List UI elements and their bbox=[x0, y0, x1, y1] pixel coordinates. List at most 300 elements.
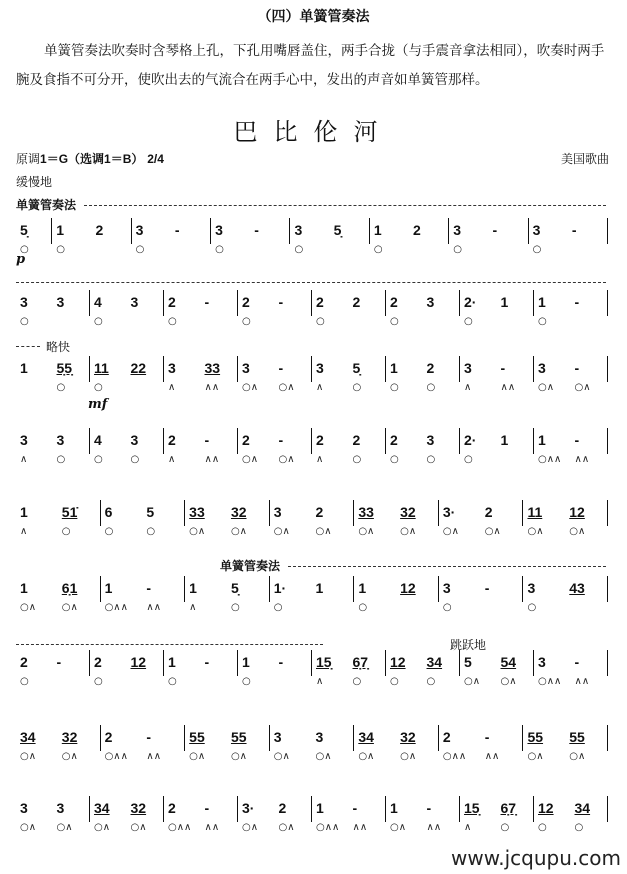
breath-mark: ○∧ bbox=[61, 602, 78, 613]
beat bbox=[312, 650, 349, 687]
note: - bbox=[574, 294, 580, 310]
key-prefix: 原调 bbox=[16, 152, 41, 166]
note: 1 bbox=[390, 360, 398, 376]
breath-mark: ○∧∧ bbox=[442, 751, 467, 762]
note: 2 bbox=[168, 800, 176, 816]
note: 3 bbox=[294, 222, 303, 238]
technique-label: 单簧管奏法 bbox=[220, 559, 281, 573]
beat bbox=[52, 218, 91, 255]
breath-mark: ∧∧ bbox=[146, 751, 162, 762]
measure bbox=[89, 650, 163, 687]
measure bbox=[16, 218, 51, 255]
note: 1 bbox=[56, 222, 65, 238]
breath-mark bbox=[413, 242, 448, 244]
beat bbox=[270, 500, 312, 537]
measure bbox=[269, 500, 354, 537]
breath-mark bbox=[279, 314, 312, 316]
note: 55 bbox=[527, 729, 544, 745]
beat bbox=[164, 650, 201, 687]
beat bbox=[460, 650, 497, 687]
breath-mark: ○∧ bbox=[242, 382, 259, 393]
beat bbox=[127, 796, 164, 833]
breath-mark bbox=[175, 242, 210, 244]
beat bbox=[571, 796, 608, 833]
note: 2 bbox=[242, 432, 250, 448]
note: - bbox=[278, 432, 284, 448]
breath-mark: ○ bbox=[20, 244, 29, 255]
song-title: 巴比伦河 bbox=[233, 118, 394, 146]
breath-mark: ∧ bbox=[189, 602, 197, 613]
beat bbox=[127, 428, 164, 465]
note: 34 bbox=[574, 800, 591, 816]
beat bbox=[164, 356, 201, 393]
note: 2· bbox=[464, 432, 477, 448]
breath-mark: ○ bbox=[538, 822, 547, 833]
measure bbox=[89, 428, 163, 465]
beat bbox=[127, 356, 164, 382]
note: 2 bbox=[168, 432, 176, 448]
breath-mark: ○ bbox=[426, 676, 436, 687]
beat bbox=[349, 650, 386, 687]
breath-mark: ∧ bbox=[464, 382, 472, 393]
breath-mark: ○ bbox=[146, 526, 156, 537]
technique-extent-line bbox=[16, 644, 323, 645]
breath-mark: ○ bbox=[94, 676, 103, 687]
beat bbox=[534, 796, 571, 833]
beat bbox=[386, 428, 423, 465]
measure bbox=[385, 356, 459, 393]
breath-mark: ○ bbox=[352, 454, 362, 465]
breath-mark bbox=[57, 674, 90, 676]
beat bbox=[497, 356, 534, 393]
note: 3 bbox=[527, 580, 536, 596]
note: 3 bbox=[130, 432, 139, 448]
beat bbox=[423, 290, 460, 316]
note: 3· bbox=[442, 504, 456, 520]
beat bbox=[386, 356, 423, 393]
breath-mark bbox=[57, 314, 90, 316]
note: 55 bbox=[189, 729, 205, 745]
beat bbox=[529, 218, 568, 255]
note: - bbox=[574, 654, 580, 670]
breath-mark: ○∧ bbox=[20, 822, 37, 833]
breath-mark: ○∧ bbox=[273, 526, 290, 537]
measure bbox=[100, 725, 185, 762]
score-row bbox=[16, 725, 608, 769]
breath-mark bbox=[20, 380, 53, 382]
note: 15̣ bbox=[316, 654, 332, 670]
measure bbox=[459, 356, 533, 393]
beat bbox=[90, 428, 127, 465]
beat bbox=[238, 796, 275, 833]
breath-mark: ○∧ bbox=[189, 526, 206, 537]
measure bbox=[522, 576, 608, 613]
note: 5 bbox=[464, 654, 472, 670]
measure bbox=[533, 650, 608, 687]
score-row bbox=[16, 500, 608, 544]
breath-mark: ○ bbox=[242, 676, 251, 687]
beat bbox=[354, 576, 396, 613]
measure bbox=[210, 218, 289, 255]
note: 32 bbox=[400, 504, 416, 520]
beat bbox=[523, 725, 565, 762]
beat bbox=[571, 650, 608, 687]
beat bbox=[275, 290, 312, 316]
beat bbox=[460, 428, 497, 465]
measure bbox=[353, 576, 438, 613]
beat bbox=[164, 290, 201, 327]
note: 2 bbox=[442, 729, 451, 745]
breath-mark bbox=[95, 242, 130, 244]
score-row bbox=[16, 356, 608, 400]
measure bbox=[16, 500, 100, 537]
beat bbox=[16, 725, 58, 762]
breath-mark: ○ bbox=[464, 454, 473, 465]
beat bbox=[439, 725, 481, 762]
beat bbox=[423, 650, 460, 687]
measure bbox=[533, 428, 608, 465]
beat bbox=[270, 576, 312, 613]
measure bbox=[163, 290, 237, 327]
note: 1 bbox=[390, 800, 398, 816]
breath-mark: ○∧ bbox=[500, 676, 517, 687]
beat bbox=[330, 218, 369, 244]
note: 2 bbox=[316, 294, 324, 310]
breath-mark bbox=[501, 452, 534, 454]
measure bbox=[237, 428, 311, 465]
beat bbox=[127, 650, 164, 676]
breath-mark: ∧∧ bbox=[500, 382, 516, 393]
note: 2 bbox=[390, 294, 398, 310]
note: 2 bbox=[413, 222, 421, 238]
note: 2 bbox=[315, 504, 324, 520]
note: - bbox=[500, 360, 506, 376]
beat bbox=[53, 796, 90, 833]
measure bbox=[459, 650, 533, 687]
song-origin: 美国歌曲 bbox=[560, 152, 609, 166]
measure bbox=[16, 356, 89, 393]
note: 5 bbox=[146, 504, 155, 520]
beat bbox=[127, 290, 164, 316]
breath-mark: ○∧ bbox=[273, 751, 290, 762]
breath-mark: ∧∧ bbox=[574, 676, 590, 687]
measure bbox=[237, 650, 311, 687]
measure bbox=[237, 356, 311, 393]
note: 3 bbox=[242, 360, 250, 376]
breath-mark: ∧ bbox=[316, 454, 324, 465]
breath-mark: ○∧ bbox=[230, 751, 247, 762]
breath-mark: ∧ bbox=[20, 454, 28, 465]
beat bbox=[16, 500, 58, 537]
breath-mark: ○ bbox=[527, 602, 537, 613]
note: 3 bbox=[135, 222, 144, 238]
measure bbox=[448, 218, 527, 255]
beat bbox=[201, 356, 238, 393]
note: 4 bbox=[94, 432, 102, 448]
breath-mark: ○∧ bbox=[442, 526, 459, 537]
note: 22 bbox=[130, 360, 147, 376]
note: 3 bbox=[532, 222, 541, 238]
measure bbox=[459, 290, 533, 327]
note: 3 bbox=[316, 360, 324, 376]
beat bbox=[571, 428, 608, 465]
beat bbox=[290, 218, 329, 255]
beat bbox=[534, 290, 571, 327]
breath-mark: ∧∧ bbox=[204, 822, 220, 833]
beat bbox=[396, 576, 438, 602]
time-signature: 2/4 bbox=[147, 152, 164, 166]
breath-mark: ○ bbox=[390, 382, 399, 393]
note: 11 bbox=[527, 504, 543, 520]
beat bbox=[565, 725, 607, 762]
note: 2 bbox=[316, 432, 324, 448]
breath-mark: ○ bbox=[242, 316, 251, 327]
beat bbox=[211, 218, 250, 255]
measure bbox=[100, 576, 185, 613]
note: - bbox=[254, 222, 259, 238]
note: 3 bbox=[464, 360, 472, 376]
note: 3 bbox=[130, 294, 139, 310]
breath-mark: ∧∧ bbox=[426, 822, 442, 833]
note: 5̣ bbox=[333, 222, 342, 238]
breath-mark: ○∧ bbox=[400, 526, 417, 537]
note: 1 bbox=[500, 294, 509, 310]
breath-mark: ○ bbox=[130, 454, 140, 465]
beat bbox=[201, 290, 238, 316]
breath-mark bbox=[485, 600, 523, 602]
note: 12 bbox=[569, 504, 585, 520]
beat bbox=[185, 725, 227, 762]
measure bbox=[528, 218, 608, 255]
measure bbox=[184, 725, 269, 762]
beat bbox=[481, 576, 523, 602]
note: 5̣ bbox=[352, 360, 361, 376]
note: 11 bbox=[94, 360, 109, 376]
breath-mark: ○ bbox=[94, 454, 103, 465]
note: 2 bbox=[168, 294, 176, 310]
beat bbox=[58, 576, 100, 613]
beat bbox=[534, 356, 571, 393]
note: 2 bbox=[20, 654, 28, 670]
note: - bbox=[571, 222, 577, 238]
note: 32 bbox=[130, 800, 147, 816]
beat bbox=[275, 356, 312, 393]
note: - bbox=[574, 432, 580, 448]
measure bbox=[438, 576, 523, 613]
breath-mark: ∧∧ bbox=[484, 751, 500, 762]
note: 3 bbox=[20, 800, 28, 816]
note: 15̣ bbox=[464, 800, 480, 816]
measure bbox=[237, 796, 311, 833]
note: 3 bbox=[426, 294, 435, 310]
beat bbox=[58, 500, 100, 537]
note: - bbox=[426, 800, 432, 816]
note: 2 bbox=[352, 294, 361, 310]
breath-mark: ∧ bbox=[316, 676, 324, 687]
note: 3 bbox=[20, 294, 28, 310]
breath-mark: ○∧ bbox=[278, 454, 295, 465]
measure bbox=[522, 500, 608, 537]
beat bbox=[386, 290, 423, 327]
dynamic-p: p bbox=[16, 252, 26, 267]
note: 3 bbox=[538, 360, 546, 376]
note: - bbox=[204, 654, 210, 670]
beat bbox=[142, 576, 184, 613]
beat bbox=[497, 796, 534, 833]
note: 1 bbox=[20, 504, 28, 520]
note: 12 bbox=[130, 654, 147, 670]
note: 12 bbox=[400, 580, 416, 596]
breath-mark: ○ bbox=[453, 244, 462, 255]
note: 5̣ bbox=[230, 580, 239, 596]
note: 34 bbox=[20, 729, 36, 745]
breath-mark: ○ bbox=[426, 454, 436, 465]
note: 32 bbox=[400, 729, 416, 745]
breath-mark: ○∧ bbox=[242, 822, 259, 833]
measure bbox=[533, 796, 608, 833]
breath-mark: ○∧∧ bbox=[316, 822, 340, 833]
breath-mark: ○ bbox=[316, 316, 325, 327]
note: 54 bbox=[500, 654, 517, 670]
breath-mark bbox=[427, 314, 460, 316]
note: 1 bbox=[315, 580, 324, 596]
breath-mark bbox=[353, 314, 386, 316]
beat bbox=[409, 218, 448, 244]
key-signature bbox=[16, 150, 164, 167]
beat bbox=[312, 576, 354, 602]
beat bbox=[565, 576, 607, 602]
breath-mark: ○ bbox=[373, 244, 383, 255]
note: 3· bbox=[242, 800, 255, 816]
note: 1 bbox=[500, 432, 509, 448]
beat bbox=[16, 356, 53, 382]
measure bbox=[184, 500, 269, 537]
beat bbox=[58, 725, 100, 762]
breath-mark: ○ bbox=[104, 526, 114, 537]
note: 55 bbox=[569, 729, 585, 745]
beat bbox=[460, 356, 497, 393]
beat bbox=[238, 356, 275, 393]
note: 3 bbox=[56, 432, 65, 448]
breath-mark: ○∧ bbox=[484, 526, 501, 537]
beat bbox=[312, 290, 349, 327]
section-title: （四）单簧管奏法 bbox=[257, 9, 370, 25]
breath-mark: ○ bbox=[56, 454, 66, 465]
note: - bbox=[174, 222, 180, 238]
beat bbox=[101, 576, 143, 613]
note: 2 bbox=[426, 360, 435, 376]
measure bbox=[163, 356, 237, 393]
note: - bbox=[204, 432, 210, 448]
breath-mark: ○∧∧ bbox=[104, 602, 128, 613]
measure bbox=[16, 650, 89, 687]
note: 34 bbox=[94, 800, 110, 816]
note: 3 bbox=[168, 360, 176, 376]
note: - bbox=[492, 222, 498, 238]
beat bbox=[349, 356, 386, 393]
breath-mark: ○ bbox=[390, 454, 399, 465]
beat bbox=[497, 290, 534, 316]
note: 1 bbox=[242, 654, 250, 670]
beat bbox=[423, 356, 460, 393]
breath-mark: ∧∧ bbox=[204, 454, 220, 465]
note: 3 bbox=[56, 800, 65, 816]
measure bbox=[353, 500, 438, 537]
breath-mark: ∧ bbox=[316, 382, 324, 393]
breath-mark: ○∧ bbox=[390, 822, 407, 833]
note: 12 bbox=[538, 800, 554, 816]
breath-mark bbox=[569, 600, 607, 602]
beat bbox=[534, 650, 571, 687]
breath-mark: ○∧ bbox=[538, 382, 555, 393]
beat bbox=[275, 428, 312, 465]
beat bbox=[164, 796, 201, 833]
technique-extent-line bbox=[16, 282, 606, 283]
beat bbox=[568, 218, 607, 244]
breath-mark: ○∧ bbox=[278, 382, 295, 393]
breath-mark: ○∧ bbox=[358, 751, 375, 762]
measure bbox=[163, 428, 237, 465]
beat bbox=[164, 428, 201, 465]
breath-mark: ○∧ bbox=[20, 602, 37, 613]
measure bbox=[438, 500, 523, 537]
beat bbox=[386, 796, 423, 833]
measure bbox=[184, 576, 269, 613]
breath-mark bbox=[205, 674, 238, 676]
breath-mark: ○ bbox=[352, 676, 362, 687]
note: 2 bbox=[242, 294, 250, 310]
breath-mark bbox=[316, 600, 354, 602]
measure bbox=[459, 428, 533, 465]
beat bbox=[53, 428, 90, 465]
beat bbox=[497, 428, 534, 454]
note: 1 bbox=[538, 294, 546, 310]
note: 1 bbox=[20, 580, 28, 596]
breath-mark bbox=[501, 314, 534, 316]
note: 6̣7̣ bbox=[500, 800, 517, 816]
breath-mark: ○ bbox=[135, 244, 145, 255]
measure bbox=[16, 428, 89, 465]
beat bbox=[16, 290, 53, 327]
note: 3 bbox=[273, 729, 282, 745]
score-row bbox=[16, 576, 608, 620]
beat bbox=[571, 356, 608, 393]
beat bbox=[354, 725, 396, 762]
breath-mark bbox=[575, 314, 608, 316]
note: 1 bbox=[20, 360, 28, 376]
note: - bbox=[204, 294, 210, 310]
beat bbox=[16, 796, 53, 833]
measure bbox=[89, 356, 163, 393]
note: 32 bbox=[61, 729, 78, 745]
tempo-change: 略快 bbox=[46, 340, 71, 354]
note: 1 bbox=[538, 432, 546, 448]
note: - bbox=[278, 360, 284, 376]
note: 3 bbox=[442, 580, 451, 596]
note: 32 bbox=[230, 504, 247, 520]
note: - bbox=[278, 654, 284, 670]
note: 1 bbox=[104, 580, 113, 596]
intro-paragraph: 单簧管奏法吹奏时含琴格上孔，下孔用嘴唇盖住，两手合拢（与手震音拿法相同），吹奏时两手腕及食指不可分开，使吹出去的气流合在两手心中，发出的声音如单簧管那样。 bbox=[16, 43, 605, 88]
beat bbox=[53, 356, 90, 393]
breath-mark: ○∧ bbox=[527, 751, 544, 762]
note: 1 bbox=[316, 800, 324, 816]
tempo-change: 跳跃地 bbox=[450, 638, 487, 652]
technique-extent-line bbox=[16, 346, 40, 347]
breath-mark bbox=[400, 600, 438, 602]
measure bbox=[131, 218, 210, 255]
technique-extent-line bbox=[288, 566, 606, 567]
